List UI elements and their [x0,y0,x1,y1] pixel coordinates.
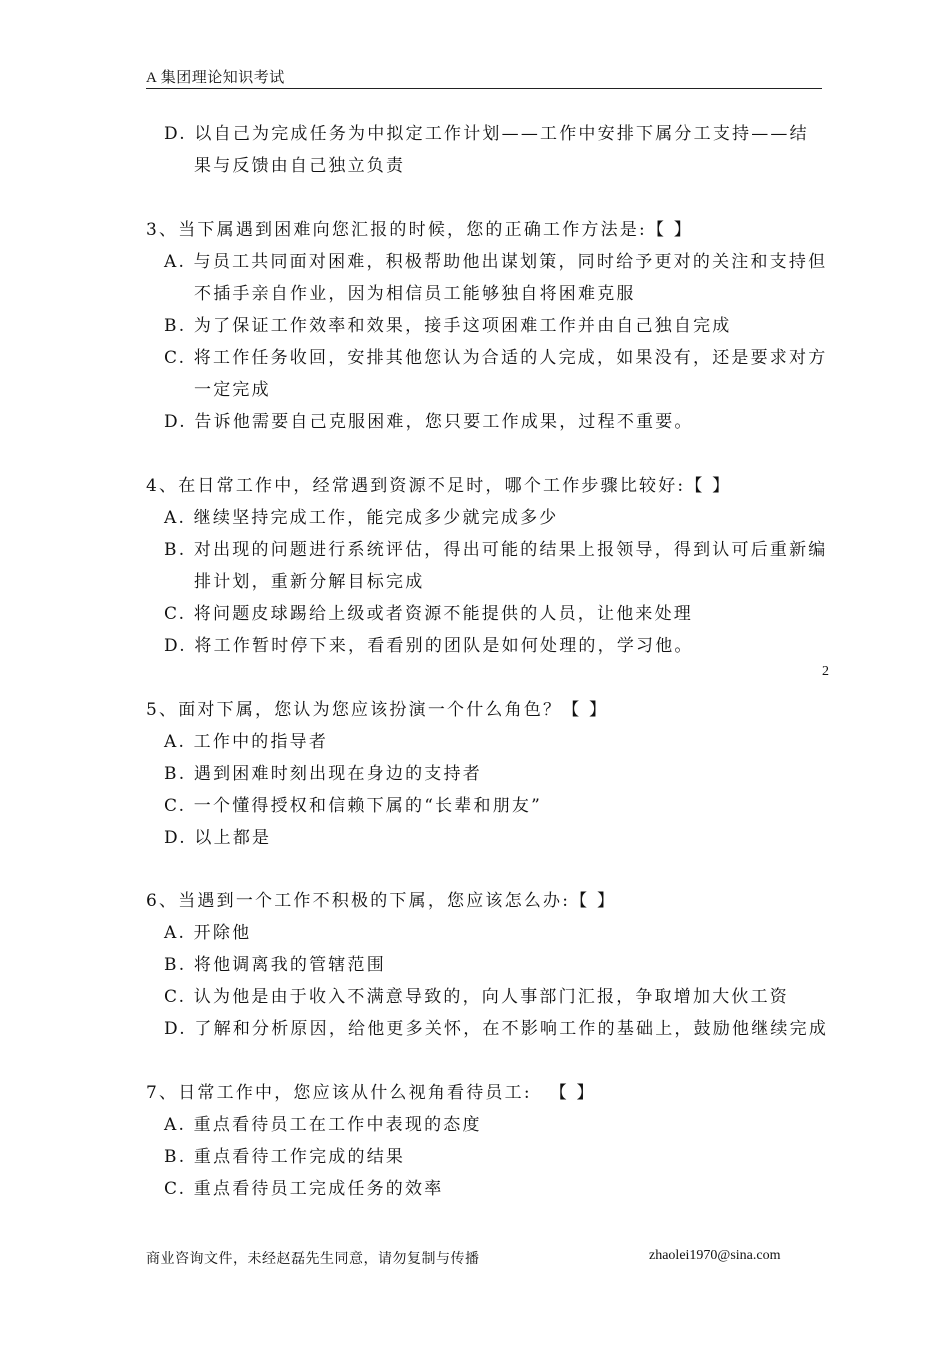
q3-option-d: D. 告诉他需要自己克服困难，您只要工作成果，过程不重要。 [164,412,694,432]
q6-option-c: C. 认为他是由于收入不满意导致的，向人事部门汇报，争取增加大伙工资 [164,987,790,1007]
page-number: 2 [822,664,829,679]
question-6-answer-bracket: 【 】 [570,891,617,911]
question-5-answer-bracket: 【 】 [562,700,609,720]
q3-option-a-line2: 不插手亲自作业，因为相信员工能够独自将困难克服 [194,284,636,304]
q6-option-a: A. 开除他 [164,923,252,943]
q6-option-b: B. 将他调离我的管辖范围 [164,955,386,975]
footer-copyright-notice: 商业咨询文件，未经赵磊先生同意，请勿复制与传播 [146,1251,480,1267]
q5-option-b: B. 遇到困难时刻出现在身边的支持者 [164,764,482,784]
q5-option-d: D. 以上都是 [164,828,272,848]
q3-option-c-line1: C. 将工作任务收回，安排其他您认为合适的人完成，如果没有，还是要求对方 [164,348,828,368]
q5-option-c: C. 一个懂得授权和信赖下属的“长辈和朋友” [164,796,542,816]
question-7-answer-bracket: 【 】 [549,1083,596,1103]
question-5-stem [146,699,608,721]
header-divider [146,88,822,89]
q3-option-c-line2: 一定完成 [194,380,271,400]
question-3-stem [146,219,693,241]
q7-option-c: C. 重点看待员工完成任务的效率 [164,1179,444,1199]
q7-option-a: A. 重点看待员工在工作中表现的态度 [164,1115,482,1135]
q2-option-d-line2: 果与反馈由自己独立负责 [194,156,406,176]
footer-email: zhaolei1970@sina.com [649,1248,781,1263]
question-6-text: 6、当遇到一个工作不积极的下属，您应该怎么办: [146,891,571,911]
q4-option-b-line2: 排计划，重新分解目标完成 [194,572,425,592]
q5-option-a: A. 工作中的指导者 [164,732,329,752]
q4-option-b-line1: B. 对出现的问题进行系统评估，得出可能的结果上报领导，得到认可后重新编 [164,540,828,560]
question-3-answer-bracket: 【 】 [646,220,693,240]
document-header: A 集团理论知识考试 [146,70,285,86]
question-7-stem [146,1082,596,1104]
q3-option-b: B. 为了保证工作效率和效果，接手这项困难工作并由自己独自完成 [164,316,732,336]
question-4-text: 4、在日常工作中，经常遇到资源不足时，哪个工作步骤比较好: [146,476,686,496]
question-4-answer-bracket: 【 】 [685,476,732,496]
q2-option-d-line1: D. 以自己为完成任务为中拟定工作计划——工作中安排下属分工支持——结 [164,124,809,144]
q6-option-d: D. 了解和分析原因，给他更多关怀，在不影响工作的基础上，鼓励他继续完成 [164,1019,829,1039]
question-5-text: 5、面对下属，您认为您应该扮演一个什么角色？ [146,700,563,720]
q3-option-a-line1: A. 与员工共同面对困难，积极帮助他出谋划策，同时给予更对的关注和支持但 [164,252,828,272]
q4-option-d: D. 将工作暂时停下来，看看别的团队是如何处理的，学习他。 [164,636,694,656]
question-4-stem [146,475,731,497]
question-3-text: 3、当下属遇到困难向您汇报的时候，您的正确工作方法是: [146,220,647,240]
question-6-stem [146,890,616,912]
q4-option-a: A. 继续坚持完成工作，能完成多少就完成多少 [164,508,559,528]
q4-option-c: C. 将问题皮球踢给上级或者资源不能提供的人员，让他来处理 [164,604,694,624]
question-7-text: 7、日常工作中，您应该从什么视角看待员工: [146,1083,532,1103]
q7-option-b: B. 重点看待工作完成的结果 [164,1147,406,1167]
